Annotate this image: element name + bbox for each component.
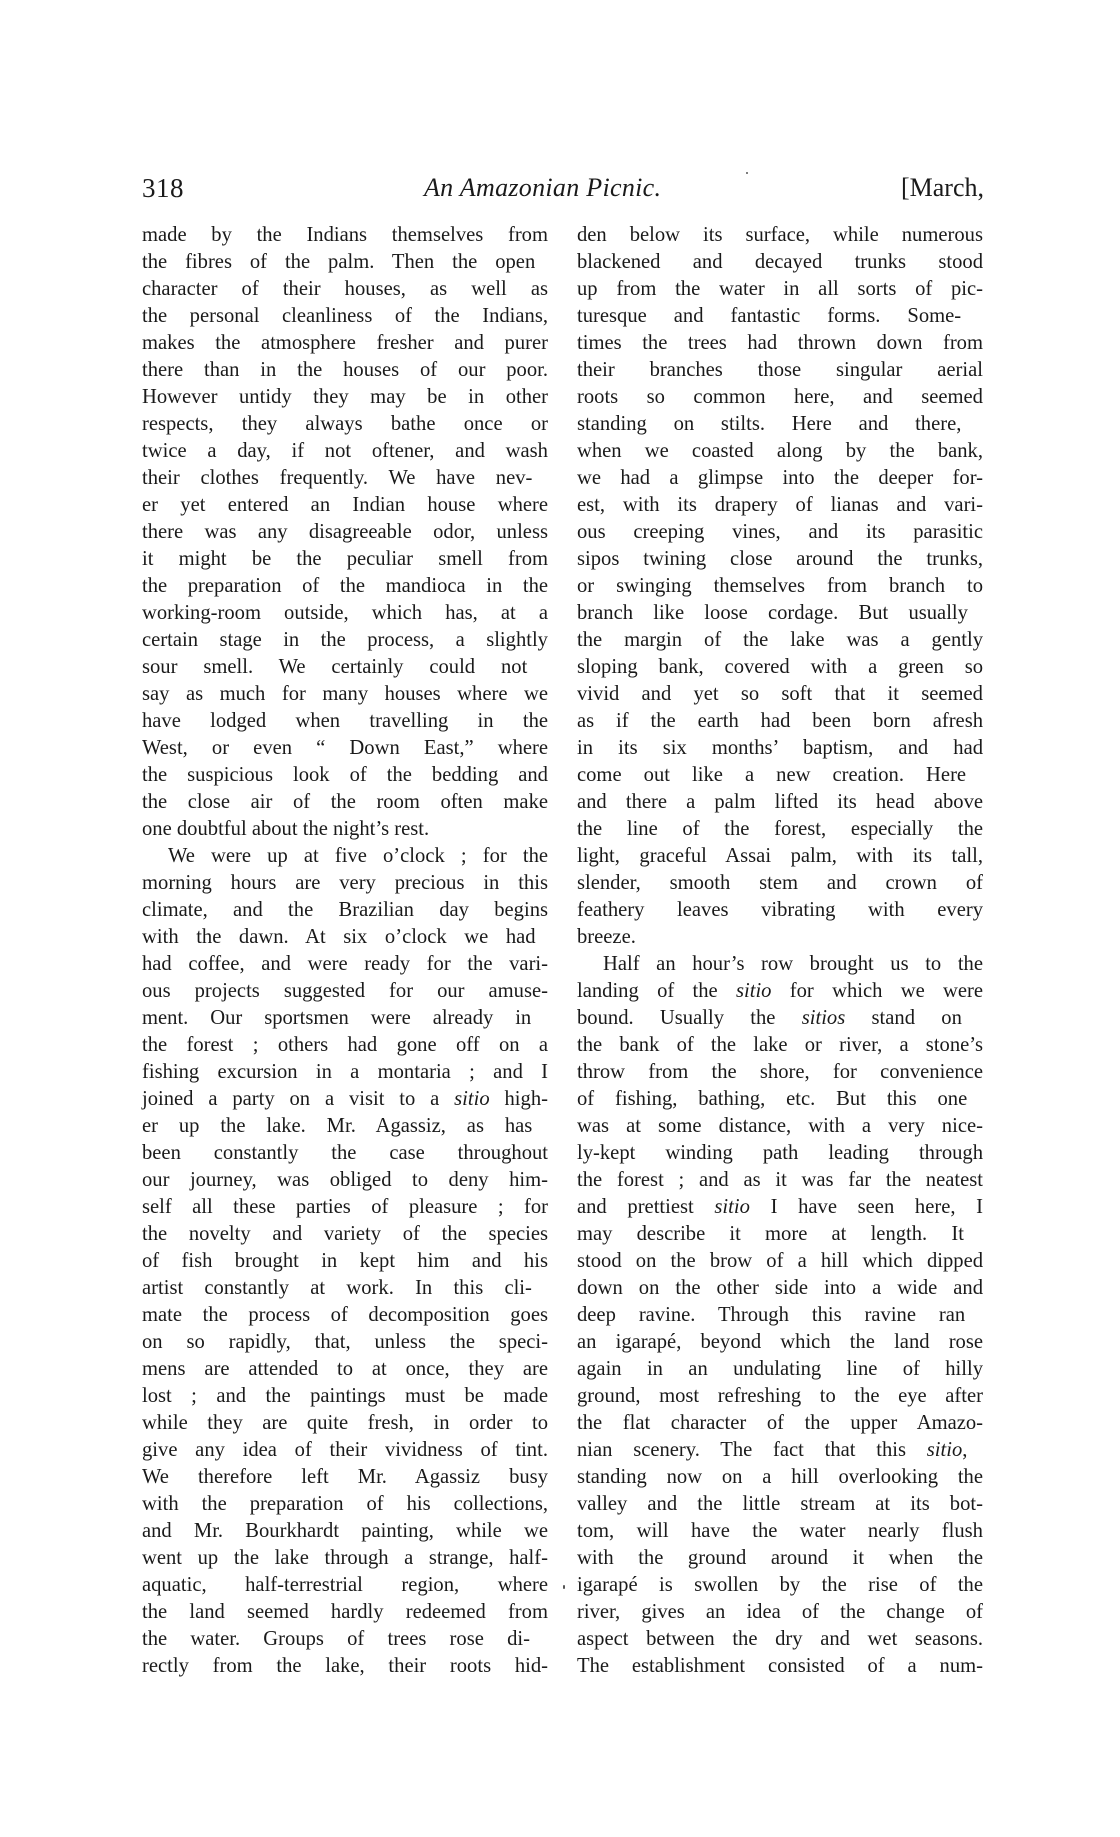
scan-speck — [563, 1585, 565, 1589]
text-line: of fish brought in kept him and his — [142, 1250, 548, 1272]
text-line — [577, 1194, 983, 1221]
text-line: certain stage in the process, a slightly — [142, 629, 548, 651]
text-line: there was any disagreeable odor, unless — [142, 521, 548, 543]
page-number: 318 — [142, 173, 184, 203]
text-line: when we coasted along by the bank, — [577, 440, 984, 462]
text-line: den below its surface, while numerous — [577, 224, 983, 246]
text-line: there than in the houses of our poor. — [142, 359, 549, 381]
text-line: er yet entered an Indian house where — [142, 494, 549, 516]
text-segment: nian scenery. The fact that this — [577, 1439, 927, 1461]
text-segment: , — [962, 1439, 968, 1461]
text-line: the flat character of the upper Amazo- — [577, 1412, 984, 1434]
text-line: light, graceful Assai palm, with its tall, — [577, 845, 984, 867]
text-line: self all these parties of pleasure ; for — [142, 1196, 549, 1218]
text-line: Half an hour’s row brought us to the — [603, 953, 983, 975]
text-segment: joined a party on a visit to a — [142, 1088, 455, 1110]
text-line: aquatic, half-terrestrial region, where — [142, 1574, 548, 1596]
text-line: mate the process of decomposition goes — [142, 1304, 548, 1326]
text-segment: landing of the — [577, 980, 736, 1002]
text-segment: I have seen here, I — [749, 1196, 984, 1218]
text-line: deep ravine. Through this ravine ran — [577, 1304, 966, 1326]
text-line: as if the earth had been born afresh — [577, 710, 984, 732]
text-line: est, with its drapery of lianas and vari- — [577, 494, 983, 516]
text-segment: high- — [489, 1088, 548, 1110]
text-line: an igarapé, beyond which the land rose — [577, 1331, 984, 1353]
text-line: breeze. — [577, 926, 636, 948]
text-line: branch like loose cordage. But usually — [577, 602, 968, 624]
text-line: may describe it more at length. It — [577, 1223, 964, 1245]
italic-term: sitio — [735, 980, 772, 1002]
text-line: rectly from the lake, their roots hid- — [142, 1655, 548, 1677]
running-date: [March, — [900, 173, 984, 202]
text-line: turesque and fantastic forms. Some- — [577, 305, 962, 327]
text-line: down on the other side into a wide and — [577, 1277, 984, 1299]
text-line: ly-kept winding path leading through — [577, 1142, 984, 1164]
text-line: sour smell. We certainly could not — [142, 656, 528, 678]
text-line: the novelty and variety of the species — [142, 1223, 548, 1245]
text-line: the close air of the room often make — [142, 791, 549, 813]
text-line: character of their houses, as well as — [142, 278, 549, 300]
text-segment: bound. Usually the — [577, 1007, 802, 1029]
text-segment: and prettiest — [577, 1196, 715, 1218]
text-line: ous creeping vines, and its parasitic — [577, 521, 984, 543]
text-line: throw from the shore, for convenience — [577, 1061, 984, 1083]
text-line — [577, 1005, 983, 1032]
text-line: and Mr. Bourkhardt painting, while we — [142, 1520, 548, 1542]
text-line: their clothes frequently. We have nev- — [142, 467, 533, 489]
text-line — [142, 1086, 548, 1113]
text-line: with the preparation of his collections, — [142, 1493, 548, 1515]
text-line: times the trees had thrown down from — [577, 332, 983, 354]
text-line: sloping bank, covered with a green so — [577, 656, 984, 678]
text-line: vivid and yet so soft that it seemed — [577, 683, 983, 705]
italic-term: sitio — [926, 1439, 963, 1461]
text-line: of fishing, bathing, etc. But this one — [577, 1088, 968, 1110]
text-column-right — [577, 222, 983, 1680]
text-line: We therefore left Mr. Agassiz busy — [142, 1466, 548, 1488]
text-line — [577, 978, 983, 1005]
text-line: slender, smooth stem and crown of — [577, 872, 983, 894]
text-line: the margin of the lake was a gently — [577, 629, 984, 651]
text-line: the fibres of the palm. Then the open — [142, 251, 536, 273]
text-line: one doubtful about the night’s rest. — [142, 818, 430, 840]
text-line: The establishment consisted of a num- — [577, 1655, 984, 1677]
text-line: standing on stilts. Here and there, — [577, 413, 962, 435]
text-line: lost ; and the paintings must be made — [142, 1385, 548, 1407]
text-line: blackened and decayed trunks stood — [577, 251, 984, 273]
italic-term: sitio — [454, 1088, 490, 1110]
text-line: give any idea of their vividness of tint. — [142, 1439, 548, 1461]
text-line: and there a palm lifted its head above — [577, 791, 984, 813]
text-line: tom, will have the water nearly flush — [577, 1520, 983, 1542]
text-line: twice a day, if not oftener, and wash — [142, 440, 548, 462]
text-line: sipos twining close around the trunks, — [577, 548, 984, 570]
text-line: with the ground around it when the — [577, 1547, 983, 1569]
text-line: West, or even “ Down East,” where — [142, 737, 549, 759]
text-line: working-room outside, which has, at a — [142, 602, 548, 624]
text-line: ment. Our sportsmen were already in — [142, 1007, 532, 1029]
text-line: again in an undulating line of hilly — [577, 1358, 984, 1380]
text-line: went up the lake through a strange, half- — [142, 1547, 548, 1569]
text-line: been constantly the case throughout — [142, 1142, 549, 1164]
text-line: up from the water in all sorts of pic- — [577, 278, 984, 300]
text-line: the forest ; and as it was far the neatest — [577, 1169, 983, 1191]
text-segment: stand on — [845, 1007, 962, 1029]
text-line: our journey, was obliged to deny him- — [142, 1169, 548, 1191]
text-line: the forest ; others had gone off on a — [142, 1034, 549, 1056]
text-line: valley and the little stream at its bot- — [577, 1493, 983, 1515]
text-line: We were up at five o’clock ; for the — [168, 845, 549, 867]
text-line: while they are quite fresh, in order to — [142, 1412, 549, 1434]
text-line: feathery leaves vibrating with every — [577, 899, 983, 921]
text-line: er up the lake. Mr. Agassiz, as has — [142, 1115, 533, 1137]
text-line: or swinging themselves from branch to — [577, 575, 983, 597]
text-column-left — [142, 222, 548, 1680]
text-line: the personal cleanliness of the Indians, — [142, 305, 549, 327]
text-line: respects, they always bathe once or — [142, 413, 548, 435]
text-line: the bank of the lake or river, a stone’s — [577, 1034, 984, 1056]
text-line: ground, most refreshing to the eye after — [577, 1385, 983, 1407]
text-line: river, gives an idea of the change of — [577, 1601, 984, 1623]
text-line: climate, and the Brazilian day begins — [142, 899, 549, 921]
text-line: makes the atmosphere fresher and purer — [142, 332, 548, 354]
scan-speck — [746, 172, 748, 174]
italic-term: sitio — [714, 1196, 750, 1218]
text-segment: for which we were — [771, 980, 984, 1002]
text-line: on so rapidly, that, unless the speci- — [142, 1331, 548, 1353]
running-title: An Amazonian Picnic. — [424, 173, 662, 202]
text-line: the suspicious look of the bedding and — [142, 764, 548, 786]
text-line: the water. Groups of trees rose di- — [142, 1628, 530, 1650]
text-line: stood on the brow of a hill which dipped — [577, 1250, 984, 1272]
text-line: roots so common here, and seemed — [577, 386, 983, 408]
text-line: their branches those singular aerial — [577, 359, 983, 381]
text-line: had coffee, and were ready for the vari- — [142, 953, 549, 975]
italic-term: sitios — [801, 1007, 846, 1029]
text-line: made by the Indians themselves from — [142, 224, 549, 246]
text-line: However untidy they may be in other — [142, 386, 549, 408]
text-line: have lodged when travelling in the — [142, 710, 549, 732]
text-line: the preparation of the mandioca in the — [142, 575, 549, 597]
text-line: mens are attended to at once, they are — [142, 1358, 549, 1380]
text-line: artist constantly at work. In this cli- — [142, 1277, 532, 1299]
text-line: it might be the peculiar smell from — [142, 548, 549, 570]
text-line — [577, 1437, 983, 1464]
text-line: aspect between the dry and wet seasons. — [577, 1628, 983, 1650]
text-line: say as much for many houses where we — [142, 683, 548, 705]
text-line: the line of the forest, especially the — [577, 818, 984, 840]
text-line: we had a glimpse into the deeper for- — [577, 467, 983, 489]
text-line: in its six months’ baptism, and had — [577, 737, 984, 759]
text-line: igarapé is swollen by the rise of the — [577, 1574, 983, 1596]
text-line: come out like a new creation. Here — [577, 764, 967, 786]
text-line: fishing excursion in a montaria ; and I — [142, 1061, 549, 1083]
text-line: with the dawn. At six o’clock we had — [142, 926, 536, 948]
running-head — [142, 170, 984, 206]
text-line: the land seemed hardly redeemed from — [142, 1601, 548, 1623]
text-line: was at some distance, with a very nice- — [577, 1115, 983, 1137]
text-line: morning hours are very precious in this — [142, 872, 548, 894]
text-line: standing now on a hill overlooking the — [577, 1466, 983, 1488]
text-line: ous projects suggested for our amuse- — [142, 980, 548, 1002]
